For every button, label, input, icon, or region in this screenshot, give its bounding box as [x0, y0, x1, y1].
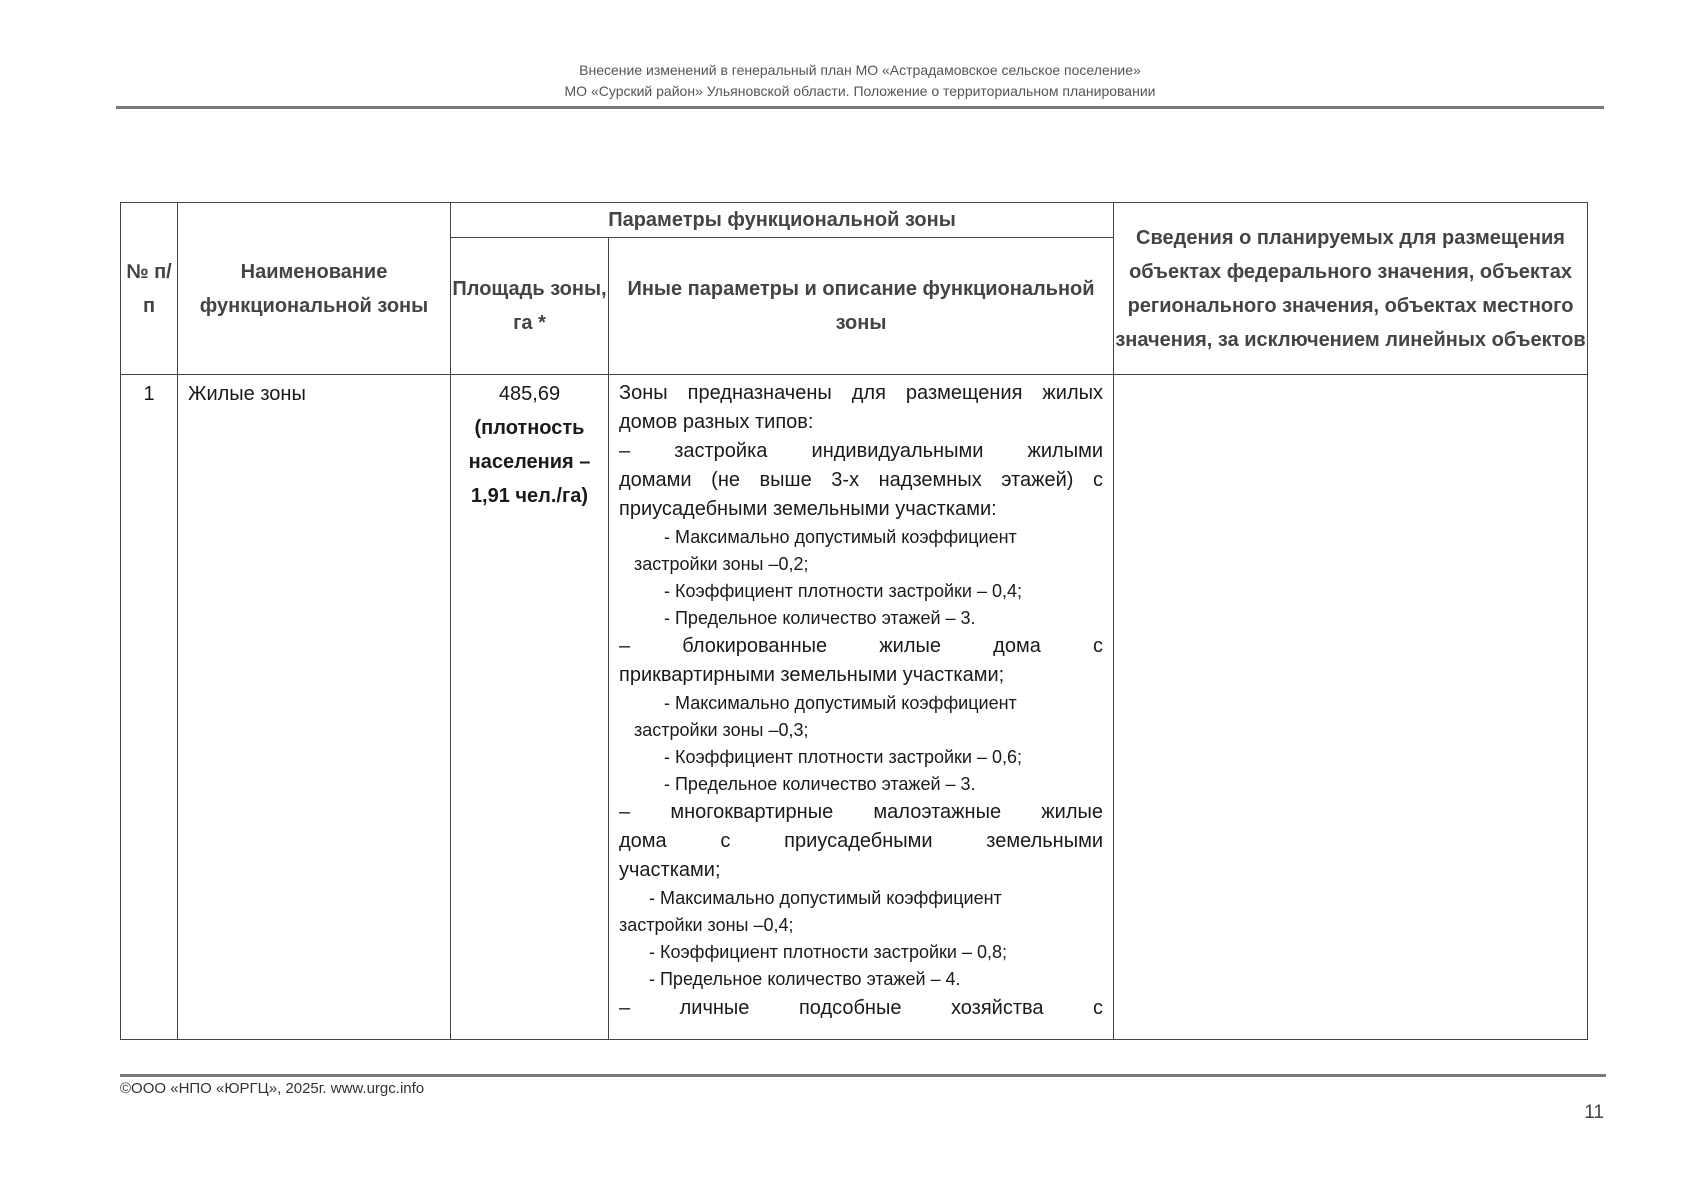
footer-rule: [120, 1074, 1606, 1077]
desc-g1-k1a: - Максимально допустимый коэффициент: [664, 527, 1017, 547]
header-params: Параметры функциональной зоны: [451, 203, 1114, 238]
row-zone-name: Жилые зоны: [178, 375, 451, 1040]
row-num: 1: [121, 375, 178, 1040]
row-area: [451, 375, 609, 1040]
header-num: № п/п: [121, 203, 178, 375]
desc-g3-k3: - Предельное количество этажей – 4.: [649, 969, 961, 989]
desc-g2-k3: - Предельное количество этажей – 3.: [664, 774, 976, 794]
document-header: [116, 60, 1604, 102]
area-density: (плотность населения – 1,91 чел./га): [468, 417, 591, 507]
desc-g2-k1b: застройки зоны –0,3;: [634, 720, 809, 740]
desc-g2-k1a: - Максимально допустимый коэффициент: [664, 693, 1017, 713]
desc-g2-k2: - Коэффициент плотности застройки – 0,6;: [664, 747, 1023, 767]
desc-g3-k1a: - Максимально допустимый коэффициент: [649, 888, 1002, 908]
desc-g1-line1: – застройка индивидуальными жилыми: [619, 440, 1104, 462]
header-zone-name: Наименование функциональной зоны: [178, 203, 451, 375]
header-other-params: Иные параметры и описание функциональной зоны: [609, 238, 1114, 375]
desc-g1-k2: - Коэффициент плотности застройки – 0,4;: [664, 581, 1023, 601]
desc-g1-line2: домами (не выше 3-х надземных этажей) с: [619, 469, 1104, 491]
header-line-2: МО «Сурский район» Ульяновской области. Положение о территориальном планировании: [564, 83, 1156, 99]
row-description: [609, 375, 1114, 1040]
footer-copyright: ©ООО «НПО «ЮРГЦ», 2025г. www.urgc.info: [120, 1080, 425, 1097]
desc-g2-line2: приквартирными земельными участками;: [619, 664, 1005, 686]
header-objects: Сведения о планируемых для размещения объектах федерального значения, объектах регионального значения, объектах местного значения, за исключением линейных объектов: [1114, 203, 1588, 375]
header-line-1: Внесение изменений в генеральный план МО «Астрадамовское сельское поселение»: [579, 62, 1141, 78]
desc-g2-line1: – блокированные жилые дома с: [619, 635, 1104, 657]
functional-zones-table: [120, 202, 1588, 1040]
header-rule: [116, 106, 1604, 109]
desc-g3-k1b: застройки зоны –0,4;: [619, 915, 794, 935]
desc-g4-line1: – личные подсобные хозяйства с: [619, 997, 1104, 1019]
desc-g3-k2: - Коэффициент плотности застройки – 0,8;: [649, 942, 1008, 962]
row-objects: [1114, 375, 1588, 1040]
desc-g3-line1: – многоквартирные малоэтажные жилые: [619, 801, 1104, 823]
table-row: [121, 375, 1588, 1040]
desc-g3-line2: дома с приусадебными земельными: [619, 830, 1104, 852]
desc-g1-line3: приусадебными земельными участками:: [619, 498, 997, 520]
desc-g1-k1b: застройки зоны –0,2;: [634, 554, 809, 574]
area-value: 485,69: [498, 383, 561, 405]
page-number: 11: [1584, 1102, 1604, 1123]
desc-g1-k3: - Предельное количество этажей – 3.: [664, 608, 976, 628]
desc-intro: Зоны предназначены для размещения жилых домов разных типов:: [619, 382, 1104, 433]
header-area: Площадь зоны, га *: [451, 238, 609, 375]
desc-g3-line3: участками;: [619, 859, 721, 881]
